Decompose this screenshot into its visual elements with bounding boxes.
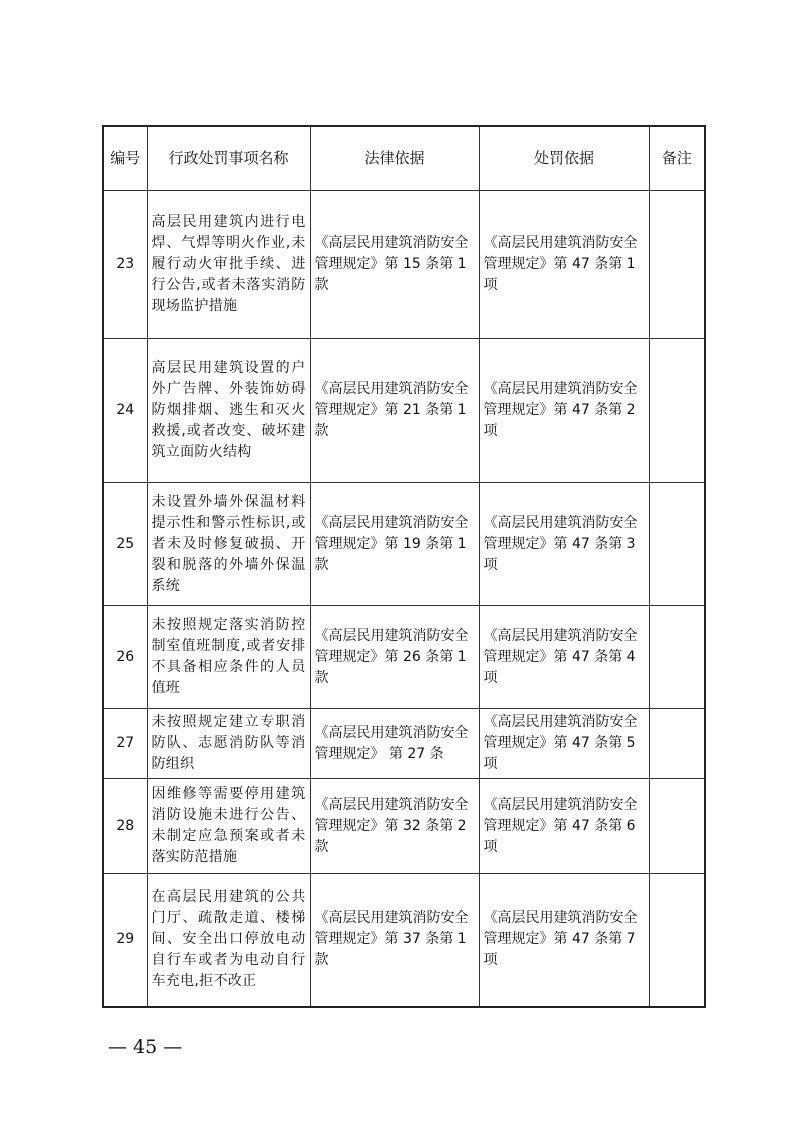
row-item-name: 未按照规定建立专职消防队、志愿消防队等消防组织 bbox=[147, 709, 310, 779]
row-item-name: 高层民用建筑内进行电焊、气焊等明火作业,未履行动火审批手续、进行公告,或者未落实消防现场监护措施 bbox=[147, 191, 310, 339]
row-remarks bbox=[649, 874, 705, 1007]
row-item-name: 高层民用建筑设置的户外广告牌、外装饰妨碍防烟排烟、逃生和灭火救援,或者改变、破坏建筑立面防火结构 bbox=[147, 339, 310, 483]
table-row bbox=[103, 874, 705, 1007]
row-penalty-basis: 《高层民用建筑消防安全管理规定》第 47 条第 2 项 bbox=[479, 339, 649, 483]
row-number: 27 bbox=[103, 709, 147, 779]
table-header-row bbox=[103, 126, 705, 191]
row-penalty-basis: 《高层民用建筑消防安全管理规定》第 47 条第 3 项 bbox=[479, 483, 649, 606]
row-number: 28 bbox=[103, 779, 147, 874]
header-number: 编号 bbox=[103, 126, 147, 191]
table-row bbox=[103, 606, 705, 709]
row-number: 29 bbox=[103, 874, 147, 1007]
row-remarks bbox=[649, 709, 705, 779]
table-row bbox=[103, 709, 705, 779]
row-remarks bbox=[649, 779, 705, 874]
row-legal-basis: 《高层民用建筑消防安全管理规定》第 37 条第 1 款 bbox=[310, 874, 479, 1007]
row-penalty-basis: 《高层民用建筑消防安全管理规定》第 47 条第 5 项 bbox=[479, 709, 649, 779]
row-number: 26 bbox=[103, 606, 147, 709]
row-item-name: 未设置外墙外保温材料提示性和警示性标识,或者未及时修复破损、开裂和脱落的外墙外保温系统 bbox=[147, 483, 310, 606]
row-legal-basis: 《高层民用建筑消防安全管理规定》第 19 条第 1 款 bbox=[310, 483, 479, 606]
row-item-name: 因维修等需要停用建筑消防设施未进行公告、未制定应急预案或者未落实防范措施 bbox=[147, 779, 310, 874]
row-number: 25 bbox=[103, 483, 147, 606]
row-item-name: 未按照规定落实消防控制室值班制度,或者安排不具备相应条件的人员值班 bbox=[147, 606, 310, 709]
table-row bbox=[103, 483, 705, 606]
row-penalty-basis: 《高层民用建筑消防安全管理规定》第 47 条第 4 项 bbox=[479, 606, 649, 709]
penalty-items-table bbox=[102, 125, 706, 1008]
header-legal-basis: 法律依据 bbox=[310, 126, 479, 191]
row-number: 23 bbox=[103, 191, 147, 339]
table-row bbox=[103, 779, 705, 874]
row-penalty-basis: 《高层民用建筑消防安全管理规定》第 47 条第 6 项 bbox=[479, 779, 649, 874]
row-legal-basis: 《高层民用建筑消防安全管理规定》第 21 条第 1 款 bbox=[310, 339, 479, 483]
row-legal-basis: 《高层民用建筑消防安全管理规定》第 32 条第 2 款 bbox=[310, 779, 479, 874]
header-penalty-basis: 处罚依据 bbox=[479, 126, 649, 191]
row-remarks bbox=[649, 606, 705, 709]
row-remarks bbox=[649, 339, 705, 483]
row-remarks bbox=[649, 483, 705, 606]
row-item-name: 在高层民用建筑的公共门厅、疏散走道、楼梯间、安全出口停放电动自行车或者为电动自行车充电,拒不改正 bbox=[147, 874, 310, 1007]
row-remarks bbox=[649, 191, 705, 339]
row-legal-basis: 《高层民用建筑消防安全管理规定》 第 27 条 bbox=[310, 709, 479, 779]
row-number: 24 bbox=[103, 339, 147, 483]
row-penalty-basis: 《高层民用建筑消防安全管理规定》第 47 条第 7 项 bbox=[479, 874, 649, 1007]
header-remarks: 备注 bbox=[649, 126, 705, 191]
header-item-name: 行政处罚事项名称 bbox=[147, 126, 310, 191]
page-number: — 45 — bbox=[108, 1036, 183, 1058]
row-legal-basis: 《高层民用建筑消防安全管理规定》第 26 条第 1 款 bbox=[310, 606, 479, 709]
row-legal-basis: 《高层民用建筑消防安全管理规定》第 15 条第 1 款 bbox=[310, 191, 479, 339]
table-row bbox=[103, 339, 705, 483]
table-body bbox=[103, 191, 705, 1007]
row-penalty-basis: 《高层民用建筑消防安全管理规定》第 47 条第 1 项 bbox=[479, 191, 649, 339]
table-row bbox=[103, 191, 705, 339]
